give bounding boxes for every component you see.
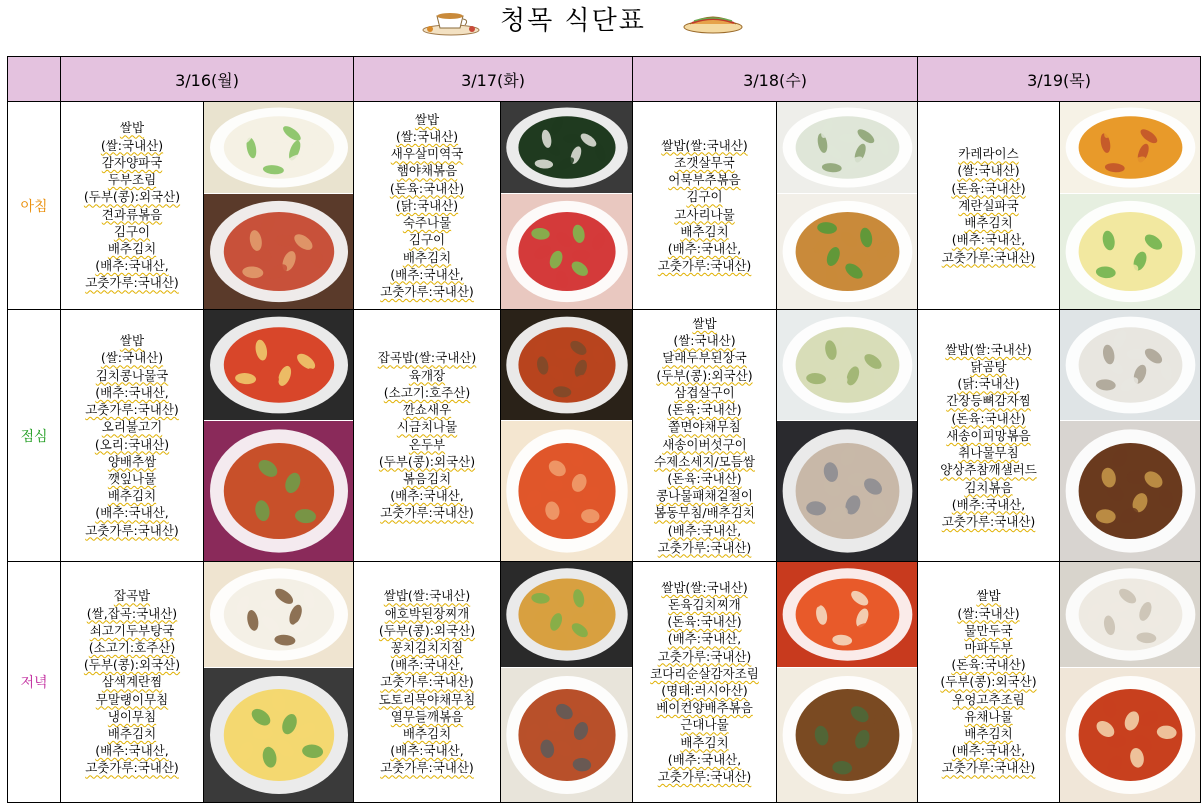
menu-item: (두부(콩):외국산) [83, 189, 181, 205]
menu-item: 고춧가루:국내산) [657, 539, 752, 555]
food-photo-cell [1060, 562, 1201, 803]
menu-item: 김치콩나물국 [95, 367, 169, 383]
menu-item: 봄동무침/배추김치 [654, 505, 755, 521]
menu-item: 쌀밥 [692, 316, 717, 332]
menu-item: 애호박된장찌개 [384, 605, 470, 621]
menu-item: 배추김치 [107, 240, 157, 256]
menu-item: 고춧가루:국내산) [380, 674, 474, 690]
day-header: 3/16(월) [61, 57, 354, 102]
day-header: 3/19(목) [918, 57, 1201, 102]
menu-list [354, 111, 500, 300]
teacup-icon [420, 8, 482, 36]
clear-soup-bowl-photo [204, 102, 353, 194]
menu-item: (두부(콩):외국산) [378, 453, 476, 469]
menu-item: 배추김치 [107, 488, 157, 504]
menu-item: 고춧가루:국내산) [941, 513, 1036, 529]
menu-item: (배추:국내산, [390, 657, 464, 673]
menu-item: 열무들깨볶음 [390, 708, 464, 724]
menu-item: (돈육:국내산) [667, 470, 742, 486]
egg-scallion-soup-photo [1060, 194, 1200, 309]
menu-item: (배추:국내산, [390, 488, 464, 504]
menu-item: (돈육:국내산) [667, 614, 742, 630]
menu-item: 새송이피망볶음 [946, 427, 1031, 443]
grilled-pork-belly-photo [777, 421, 917, 561]
menu-item: 수제소세지/모듬쌈 [654, 453, 755, 469]
title-bar [0, 0, 1204, 48]
menu-item: 감자양파국 [101, 154, 163, 170]
food-photo-cell [204, 562, 354, 803]
menu-item: 마파두부 [964, 639, 1013, 655]
menu-item: (쌀:국내산) [673, 333, 736, 349]
page-title: 청목 식단표 [500, 6, 646, 36]
yukgaejang-bowl-photo [501, 310, 632, 421]
menu-item: 고춧가루:국내산) [380, 760, 474, 776]
menu-item: 조갯살무국 [674, 154, 735, 170]
menu-item: 깐쇼새우 [402, 402, 452, 418]
menu-item: (돈육:국내산) [951, 410, 1026, 426]
food-photo-cell [204, 102, 354, 310]
menu-item: 쌀밥 [414, 111, 440, 127]
menu-item: 유채나물 [964, 708, 1013, 724]
menu-item: 어묵부추볶음 [668, 172, 741, 188]
menu-item: 고춧가루:국내산) [941, 760, 1036, 776]
meal-row [8, 310, 1201, 562]
menu-items-cell [354, 102, 501, 310]
menu-item: (쌀:국내산) [100, 350, 164, 366]
zucchini-doenjang-stew-photo [501, 562, 632, 668]
chili-shrimp-photo [501, 421, 632, 561]
menu-item: (소고기:호주산) [88, 639, 176, 655]
menu-list [918, 341, 1059, 530]
menu-item: 숙주나물 [402, 215, 452, 231]
food-photo-cell [777, 310, 918, 562]
menu-item: 양배추쌈 [107, 453, 157, 469]
braised-pollock-photo [777, 668, 917, 802]
menu-list [61, 587, 203, 776]
day-header: 3/17(화) [354, 57, 633, 102]
menu-items-cell [61, 102, 204, 310]
menu-item: 육개장 [408, 367, 446, 383]
menu-item: (쌀,잡곡:국내산) [86, 605, 178, 621]
menu-item: 쇠고기두부탕국 [89, 622, 175, 638]
menu-item: (배추:국내산, [95, 384, 169, 400]
menu-item: 쌀밥 [976, 588, 1001, 604]
meal-label: 아침 [8, 102, 61, 310]
beef-tofu-soup-photo [204, 562, 353, 668]
braised-pork-bone-photo [1060, 421, 1200, 561]
menu-item: (배추:국내산, [390, 266, 464, 282]
menu-item: (돈육:국내산) [389, 180, 465, 196]
menu-item: 온두부 [408, 436, 446, 452]
food-photo-cell [1060, 102, 1201, 310]
menu-item: 배추김치 [680, 223, 729, 239]
curry-rice-plate-photo [1060, 102, 1200, 194]
menu-list [354, 587, 500, 776]
menu-item: 고춧가루:국내산) [85, 275, 179, 291]
menu-item: 베이컨양배추볶음 [656, 700, 753, 716]
menu-list [354, 349, 500, 521]
fishcake-chive-stir-fry-photo [777, 194, 917, 309]
menu-list [633, 315, 776, 556]
menu-item: 달래두부된장국 [662, 350, 747, 366]
steamed-egg-photo [204, 668, 353, 802]
menu-item: 양상추참깨샐러드 [940, 462, 1037, 478]
menu-item: 쌀밥(쌀:국내산) [383, 588, 471, 604]
menu-item: (돈육:국내산) [951, 180, 1026, 196]
menu-items-cell [633, 102, 777, 310]
seaweed-soup-bowl-photo [501, 102, 632, 194]
tofu-braise-plate-photo [204, 194, 353, 309]
menu-items-cell [918, 310, 1060, 562]
kimchi-sprout-soup-photo [204, 310, 353, 421]
menu-item: (돈육:국내산) [667, 402, 742, 418]
menu-item: (닭:국내산) [957, 376, 1020, 392]
menu-item: (소고기:호주산) [383, 384, 471, 400]
menu-item: (배추:국내산, [390, 743, 464, 759]
menu-item: (명태:러시아산) [661, 683, 748, 698]
food-photo-cell [501, 310, 633, 562]
menu-item: 무말랭이무침 [95, 691, 169, 707]
menu-item: 오리불고기 [101, 419, 163, 435]
menu-item: 고춧가루:국내산) [380, 283, 474, 299]
menu-item: 고춧가루:국내산) [85, 760, 179, 776]
meal-label: 저녁 [8, 562, 61, 803]
menu-list [918, 145, 1059, 265]
header-row [8, 57, 1201, 102]
menu-item: 쌀밥(쌀:국내산) [945, 341, 1032, 357]
day-header: 3/18(수) [633, 57, 918, 102]
menu-item: 삼색계란찜 [101, 674, 163, 690]
menu-list [61, 119, 203, 291]
menu-item: 근대나물 [680, 717, 729, 733]
menu-list [633, 137, 776, 275]
menu-item: (닭:국내산) [395, 197, 459, 213]
menu-items-cell [918, 562, 1060, 803]
menu-item: (배추:국내산, [95, 258, 169, 274]
meal-row [8, 102, 1201, 310]
menu-item: 고춧가루:국내산) [85, 402, 179, 418]
menu-item: 고춧가루:국내산) [85, 522, 179, 538]
food-photo-cell [501, 562, 633, 803]
menu-item: (배추:국내산, [667, 240, 742, 256]
menu-item: 고춧가루:국내산) [657, 258, 752, 274]
food-photo-cell [1060, 310, 1201, 562]
menu-item: (쌀:국내산) [395, 129, 459, 145]
menu-list [918, 587, 1059, 776]
menu-item: (배추:국내산, [667, 751, 742, 767]
menu-item: 배추김치 [107, 726, 157, 741]
menu-item: (두부(콩):외국산) [83, 657, 181, 673]
menu-item: 새우살미역국 [390, 146, 464, 162]
menu-items-cell [354, 310, 501, 562]
menu-item: 냉이무침 [107, 708, 157, 724]
menu-item: (배추:국내산, [667, 631, 742, 647]
chicken-soup-bowl-photo [1060, 310, 1200, 421]
menu-item: 고춧가루:국내산) [657, 648, 752, 664]
menu-item: 도토리묵야채무침 [378, 691, 476, 707]
food-photo-cell [777, 562, 918, 803]
menu-item: 배추김치 [402, 726, 452, 741]
menu-item: (배추:국내산, [667, 522, 742, 538]
header-corner [8, 57, 61, 102]
food-photo-cell [777, 102, 918, 310]
menu-item: (배추:국내산, [951, 496, 1026, 512]
menu-item: 닭곰탕 [970, 359, 1007, 375]
menu-item: (두부(콩):외국산) [656, 367, 753, 383]
menu-item: 쫄면야채무침 [668, 419, 741, 435]
menu-item: 김구이 [113, 223, 151, 239]
menu-item: (배추:국내산, [951, 232, 1026, 248]
menu-item: 고사리나물 [674, 206, 735, 222]
meal-label: 점심 [8, 310, 61, 562]
mapo-tofu-photo [1060, 668, 1200, 802]
menu-item: 쌀밥(쌀:국내산) [661, 137, 748, 153]
menu-item: 고춧가루:국내산) [380, 505, 474, 521]
menu-item: (쌀:국내산) [957, 163, 1020, 179]
ham-vegetable-stir-fry-photo [501, 194, 632, 309]
menu-item: 물만두국 [964, 622, 1013, 638]
menu-table [7, 56, 1201, 803]
menu-item: 쌀밥 [119, 333, 145, 349]
food-photo-cell [501, 102, 633, 310]
menu-item: 두부조림 [107, 172, 157, 188]
menu-item: 햄야채볶음 [396, 163, 458, 179]
menu-item: 코다리순살감자조림 [650, 665, 759, 681]
menu-item: 우엉고추조림 [952, 691, 1025, 707]
menu-item: 배추김치 [402, 249, 452, 265]
menu-item: 카레라이스 [958, 146, 1019, 162]
menu-item: 취나물무침 [958, 445, 1019, 461]
menu-item: (쌀:국내산) [100, 137, 164, 153]
menu-item: 잡곡밥 [113, 588, 151, 604]
menu-item: 콩나물패채겉절이 [656, 488, 753, 504]
menu-item: 고춧가루:국내산) [941, 249, 1036, 265]
menu-item: 깻잎나물 [107, 470, 157, 486]
menu-item: 배추김치 [964, 726, 1013, 741]
menu-item: 돈육김치찌개 [668, 596, 741, 612]
meal-row [8, 562, 1201, 803]
menu-item: 볶음김치 [402, 470, 452, 486]
menu-item: (두부(콩):외국산) [940, 674, 1037, 690]
menu-item: 김구이 [686, 189, 723, 205]
menu-item: 배추김치 [680, 734, 729, 750]
kimchi-stew-pot-photo [777, 562, 917, 668]
duck-bulgogi-photo [204, 421, 353, 561]
menu-item: 간장등뼈감자찜 [946, 393, 1031, 409]
menu-items-cell [918, 102, 1060, 310]
menu-item: 계란실파국 [958, 197, 1019, 213]
dumpling-soup-photo [1060, 562, 1200, 668]
menu-item: (오리:국내산) [94, 436, 170, 452]
braised-saury-photo [501, 668, 632, 802]
menu-item: 쌀밥(쌀:국내산) [661, 579, 748, 595]
menu-item: (배추:국내산, [95, 505, 169, 521]
menu-item: 배추김치 [964, 215, 1013, 231]
menu-items-cell [633, 310, 777, 562]
radish-clam-soup-photo [777, 102, 917, 194]
menu-item: 쌀밥 [119, 120, 145, 136]
menu-item: (배추:국내산, [951, 743, 1026, 759]
menu-item: 새송이버섯구이 [662, 436, 747, 452]
menu-item: 꽁치김치지짐 [390, 639, 464, 655]
menu-items-cell [61, 562, 204, 803]
menu-items-cell [354, 562, 501, 803]
menu-item: 잡곡밥(쌀:국내산) [377, 350, 477, 366]
menu-items-cell [61, 310, 204, 562]
menu-list [633, 579, 776, 785]
menu-item: 삼겹살구이 [674, 384, 735, 400]
sandwich-icon [682, 10, 744, 34]
menu-item: 시금치나물 [396, 419, 458, 435]
menu-item: 고춧가루:국내산) [657, 769, 752, 785]
menu-items-cell [633, 562, 777, 803]
menu-list [61, 332, 203, 538]
menu-item: (돈육:국내산) [951, 657, 1026, 673]
soybean-paste-soup-photo [777, 310, 917, 421]
food-photo-cell [204, 310, 354, 562]
menu-item: (배추:국내산, [95, 743, 169, 759]
menu-item: (쌀:국내산) [957, 605, 1020, 621]
menu-item: (두부(콩):외국산) [378, 622, 476, 638]
menu-item: 견과류볶음 [101, 206, 163, 222]
menu-item: 김치볶음 [964, 479, 1013, 495]
menu-item: 김구이 [408, 232, 446, 248]
